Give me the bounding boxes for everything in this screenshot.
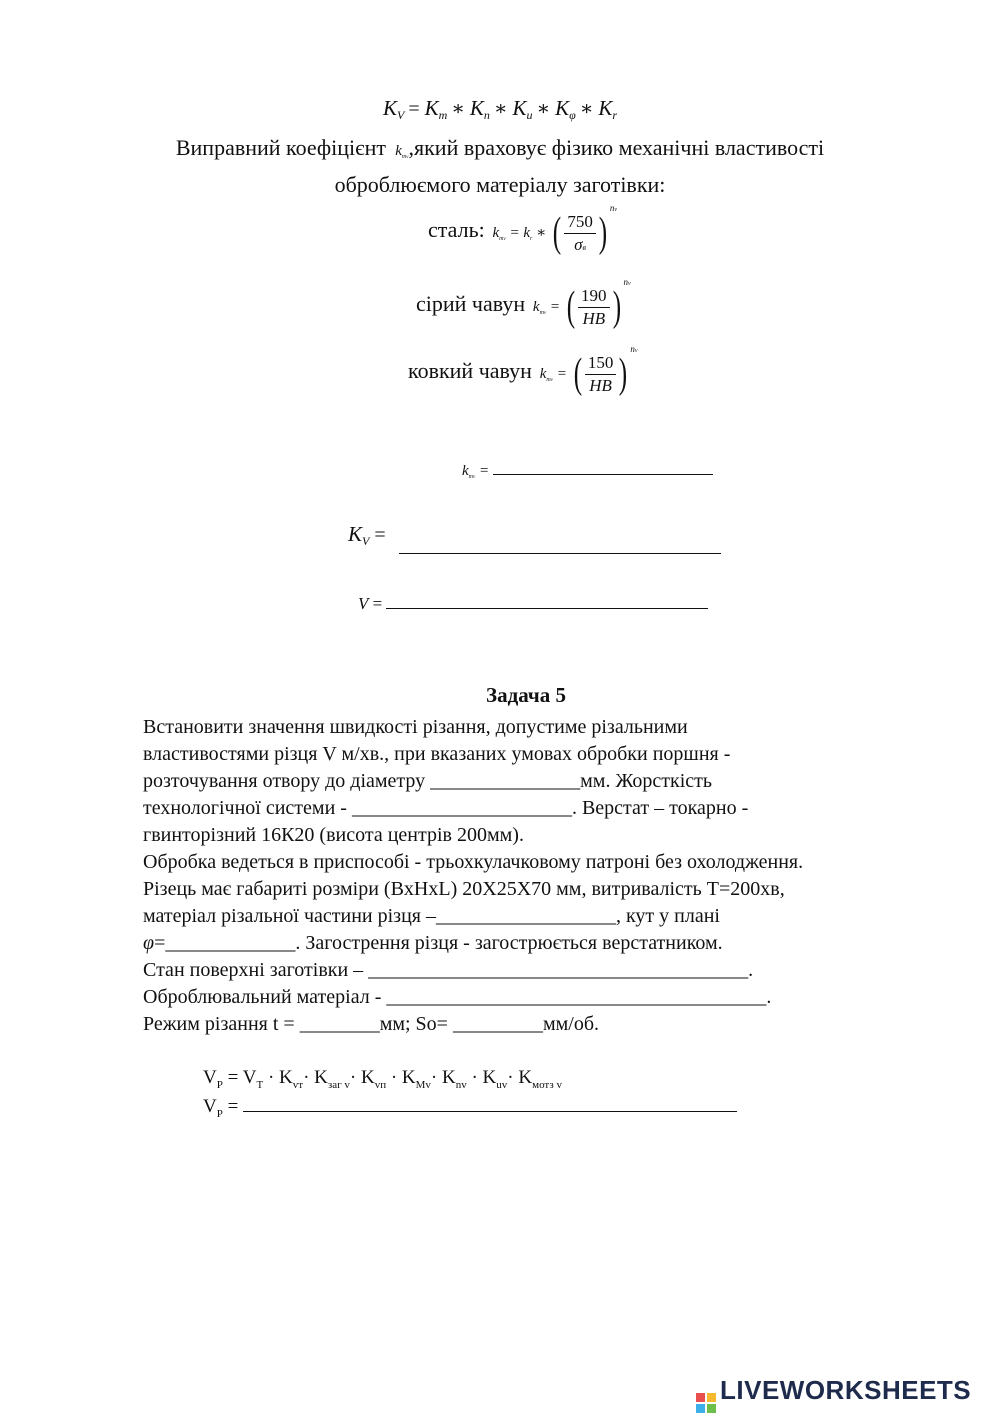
liveworksheets-logo-icon [696,1393,716,1413]
task-line: матеріал різальної частини різця –__________________, кут у плані [143,905,720,927]
grey-label: сірий чавун [416,291,526,316]
task-line: Стан поверхні заготівки – ______________________________________. [143,959,754,981]
steel-formula: сталь: $k_{mv} = k_r$ ∗ ( $\frac{750}{\sigma в}$ )$^{nv}$ [428,203,617,257]
kmv-answer-blank[interactable] [493,473,713,475]
coef-intro-line-2: оброблюємого матеріалу заготівки: [334,172,666,197]
task-line: властивостями різця V м/хв., при вказаних умовах обробки поршня - [143,743,731,765]
task-text [143,714,803,1038]
steel-label: сталь: [428,217,485,242]
malleable-cast-formula: ковкий чавун $k_{mv}$ = ( $\frac{150}{HB}$ )$^{nv}$ [408,344,638,398]
coef-intro-line-1: Виправний коефіцієнт $k_{mv},який$ враховує фізико механічні властивості [175,135,825,160]
task-title: Задача 5 [486,683,566,707]
task-line: розточування отвору до діаметру _______________мм. Жорсткість [143,770,712,792]
malleable-label: ковкий чавун [408,358,532,383]
kv-answer-label: $K_V$ = [348,522,386,548]
task-line: технологічної системи - ______________________. Верстат – токарно - [143,797,749,819]
kv-answer-blank[interactable] [399,553,721,554]
vp-result-blank[interactable] [243,1110,737,1112]
kmv-answer: $k_{mv}$ = [462,462,713,480]
phi-symbol: φ [143,932,155,954]
task-line: Обробка ведеться в приспособі - трьохкулачковому патроні без охолодження. [143,851,804,873]
task-line: Різець має габариті розміри (BxHxL) 20Х25Х70 мм, витривалість Т=200хв, [143,878,785,900]
top-formula: $K_V = K_m$ ∗ $K_n$ ∗ $K_u$ ∗ $K_\varphi$ ∗ $K_r$ [382,96,618,122]
vp-formula: $V_P = V_T \cdot K_{vт}\cdot K_{заг v}\cdot K_{vп} \cdot K_{Mv}\cdot K_{nv} \cdot K_{uv}\cdot K_{мотз v}$ [203,1067,562,1091]
task-line: Оброблювальний матеріал - ______________________________________. [143,986,772,1008]
v-answer-blank[interactable] [386,607,708,609]
grey-cast-formula: сірий чавун $k_{mv}$ = ( $\frac{190}{HB}$ )$^{nv}$ [416,277,631,331]
task-line: Режим різання t = ________мм; So= _________мм/об. [143,1013,600,1035]
liveworksheets-logo: LIVEWORKSHEETS [696,1375,971,1413]
task-line: гвинторізний 16К20 (висота центрів 200мм). [143,824,524,846]
task-line: Встановити значення швидкості різання, допустиме різальними [143,716,688,738]
v-answer: V = [358,594,708,614]
task-line-phi: φ=_____________. Загострення різця - загострюється верстатником. [143,932,723,954]
vp-result: $V_P$ = [203,1096,737,1120]
